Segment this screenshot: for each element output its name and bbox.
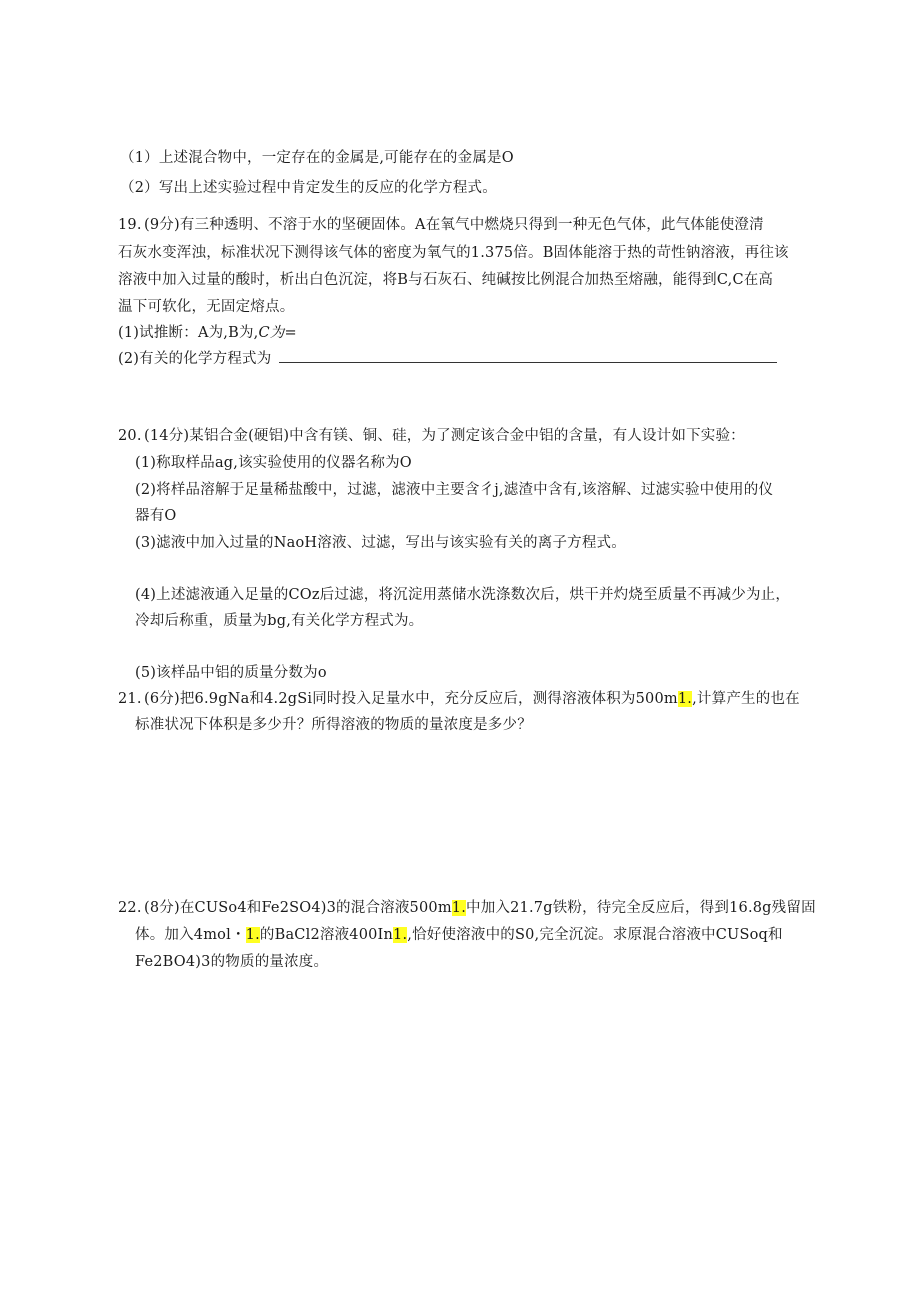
q20-text-1: (14分)某铝合金(硬铝)中含有镁、铜、硅，为了测定该合金中铝的含量，有人设计如下实验： — [144, 428, 745, 444]
q19-sub1-c: C为= — [258, 325, 297, 341]
q22-line2 — [135, 925, 783, 945]
q19-line4: 温下可软化，无固定熔点。 — [118, 299, 295, 315]
highlight-mark: 1. — [451, 900, 467, 916]
q18-part1: （1）上述混合物中，一定存在的金属是,可能存在的金属是O — [120, 150, 514, 166]
highlight-mark: 1. — [245, 927, 260, 943]
q21-line1 — [118, 689, 800, 709]
q19-line2: 石灰水变浑浊，标准状况下测得该气体的密度为氧气的1.375倍。B固体能溶于热的苛性钠溶液，再往该 — [118, 245, 789, 261]
q20-sub4a: (4)上述滤液通入足量的COz后过滤，将沉淀用蒸储水洗涤数次后，烘干并灼烧至质量不再减少为止， — [135, 587, 791, 603]
q20-sub1: (1)称取样品ag,该实验使用的仪器名称为O — [135, 455, 412, 471]
q22-text-1b: 中加入21.7g铁粉，待完全反应后，得到16.8g残留固 — [466, 900, 816, 916]
q19-sub1-text: (1)试推断：A为,B为, — [118, 325, 259, 341]
q21-number: 21. — [118, 691, 142, 707]
q20-line1 — [118, 426, 745, 446]
q19-line1 — [118, 215, 764, 235]
q19-sub2 — [118, 349, 777, 369]
q22-number: 22. — [118, 900, 142, 916]
q19-sub1 — [118, 323, 297, 343]
q22-line1 — [118, 898, 816, 918]
q20-sub2b: 器有O — [135, 508, 177, 524]
q18-part2: （2）写出上述实验过程中肯定发生的反应的化学方程式。 — [120, 180, 497, 196]
q21-text-1a: (6分)把6.9gNa和4.2gSi同时投入足量水中，充分反应后，测得溶液体积为500m — [144, 691, 678, 707]
answer-blank-line — [279, 350, 777, 363]
q20-sub4b: 冷却后称重，质量为bg,有关化学方程式为。 — [135, 613, 424, 629]
highlight-mark: 1. — [393, 927, 408, 943]
q19-line3: 溶液中加入过量的酸时，析出白色沉淀，将B与石灰石、纯碱按比例混合加热至熔融，能得到C,C在高 — [118, 272, 774, 288]
q22-text-1a: (8分)在CUSo4和Fe2SO4)3的混合溶液500m — [144, 900, 452, 916]
q22-text-2c: ,恰好使溶液中的S0,完全沉淀。求原混合溶液中CUSoq和 — [407, 927, 783, 943]
q20-number: 20. — [118, 428, 142, 444]
q19-sub2-text: (2)有关的化学方程式为 — [118, 351, 272, 367]
q22-line3: Fe2BO4)3的物质的量浓度。 — [135, 954, 329, 970]
q22-text-2a: 体。加入4mol・ — [135, 927, 246, 943]
highlight-mark: 1. — [677, 691, 693, 707]
q22-text-2b: 的BaCl2溶液400In — [259, 927, 394, 943]
q20-sub5: (5)该样品中铝的质量分数为o — [135, 665, 327, 681]
q19-number: 19. — [118, 217, 142, 233]
q19-text-1: (9分)有三种透明、不溶于水的坚硬固体。A在氧气中燃烧只得到一种无色气体，此气体能使澄清 — [144, 217, 764, 233]
q20-sub3: (3)滤液中加入过量的NaoH溶液、过滤，写出与该实验有关的离子方程式。 — [135, 535, 626, 551]
q20-sub2a: (2)将样品溶解于足量稀盐酸中，过滤，滤液中主要含彳j,滤渣中含有,该溶解、过滤实验中使用的仪 — [135, 482, 774, 498]
q21-text-1b: ,计算产生的也在 — [692, 691, 800, 707]
q21-line2: 标准状况下体积是多少升？所得溶液的物质的量浓度是多少？ — [135, 717, 532, 733]
